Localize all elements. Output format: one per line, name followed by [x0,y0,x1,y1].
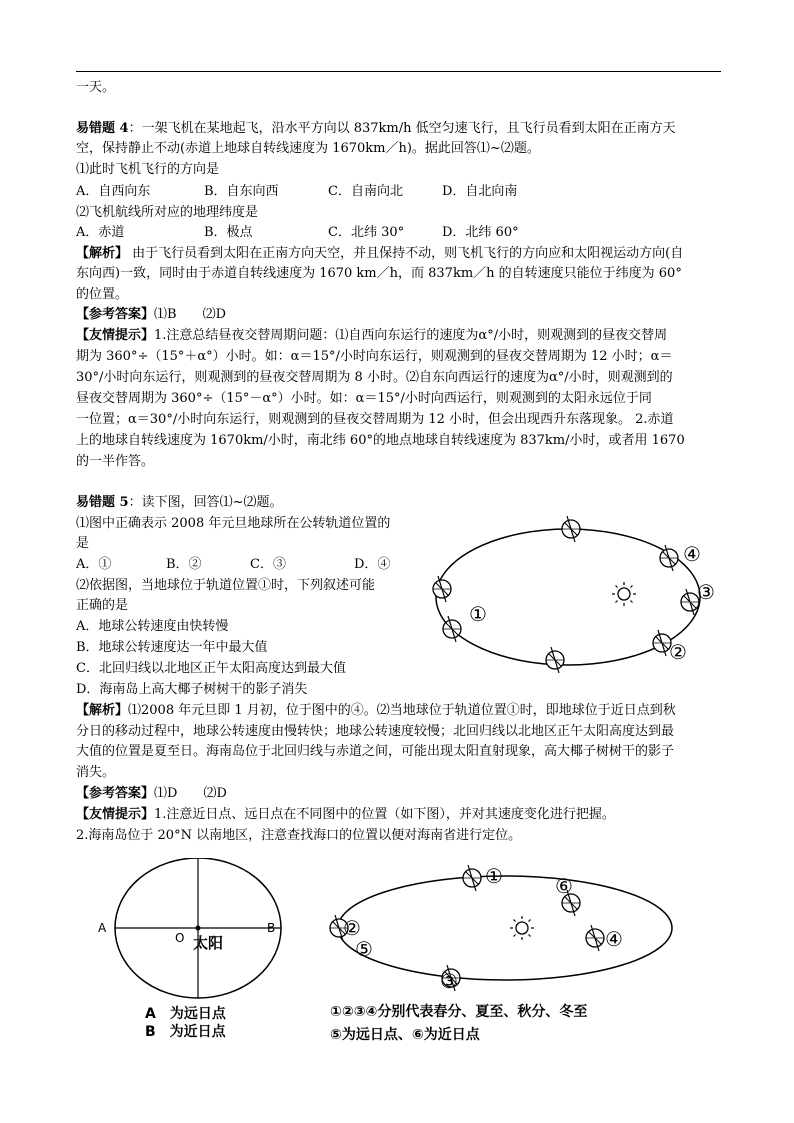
q4-tip-4: 昼夜交替周期为 360°÷（15°－α°）小时。如：α＝15°/小时向西运行，则观测到的太阳永远位于同 [76,391,652,406]
q5-sub1-b: 是 [76,536,90,551]
earth-icon [546,647,564,673]
q5-analysis-4: 消失。 [76,765,116,780]
earth-icon [443,616,461,642]
aphelion-perihelion-diagram [95,858,285,1058]
orbit-diagram-six-positions [325,858,675,1048]
q5-answer: 【参考答案】⑴D ⑵D [76,786,227,801]
q5-sub2-a: ⑵依据图，当地球位于轨道位置①时，下列叙述可能 [76,578,376,593]
q5-stem: 易错题 5：读下图，回答⑴~⑵题。 [76,495,283,510]
q4-sub1: ⑴此时飞机飞行的方向是 [76,162,220,177]
legend-b: B 为近日点 [145,1024,226,1040]
option: C．③ [250,557,286,572]
q4-tip-6: 上的地球自转线速度为 1670km/小时，南北纬 60°的地点地球自转线速度为 837km/小时，或者用 1670 [76,433,685,448]
earth-icon [586,925,604,951]
q4-tip-1: 【友情提示】1.注意总结昼夜交替周期问题：⑴自西向东运行的速度为α°/小时，则观测到的昼夜交替周 [76,328,668,343]
q5-option-c: C．北回归线以北地区正午太阳高度达到最大值 [76,661,346,676]
position-label-6: ⑥ [555,874,573,898]
option: D．北纬 60° [442,225,519,240]
q5-title: 易错题 5 [76,495,129,510]
position-label-1: ① [469,602,487,626]
label-sun: 太阳 [193,934,224,952]
label-o: O [175,931,185,945]
q4-analysis-1: 【解析】 由于飞行员看到太阳在正南方向天空，并且保持不动，则飞机飞行的方向应和太阳视运动方向(自 [76,246,684,261]
q5-sub1-options [76,555,390,575]
q4-tip-5: 一位置；α＝30°/小时向东运行，则观测到的昼夜交替周期为 12 小时，但会出现西升东落现象。 2.赤道 [76,412,674,427]
q5-option-a: A．地球公转速度由快转慢 [76,619,229,634]
q4-tip-7: 的一半作答。 [76,454,155,469]
option: B．极点 [204,225,253,240]
option: C．自南向北 [328,184,403,199]
option: A．赤道 [76,225,125,240]
q5-tip-1: 【友情提示】1.注意近日点、远日点在不同图中的位置（如下图），并对其速度变化进行把握。 [76,807,615,822]
label-b: B [267,921,276,935]
option: B．② [166,557,202,572]
position-label-4: ④ [605,927,623,951]
legend-line-1: ①②③④分别代表春分、夏至、秋分、冬至 [330,1004,588,1020]
q4-analysis-3: 的位置。 [76,287,129,302]
header-rule [76,71,721,72]
q4-answer: 【参考答案】⑴B ⑵D [76,307,226,322]
q4-analysis-2: 东向西)一致，同时由于赤道自转线速度为 1670 km／h，而 837km／h 的自转速度只能位于纬度为 60° [76,266,682,281]
q5-analysis-2: 分日的移动过程中，地球公转速度由慢转快；地球公转速度较慢；北回归线以北地区正午太阳高度达到最 [76,724,675,739]
center-point [196,926,201,931]
option: B．自东向西 [204,184,279,199]
orbit-diagram-q5 [425,505,725,685]
earth-icon [463,865,481,891]
position-label-2: ② [343,916,361,940]
q4-sub1-options [76,182,517,202]
q5-sub1-a: ⑴图中正确表示 2008 年元旦地球所在公转轨道位置的 [76,516,391,531]
q5-sub2-b: 正确的是 [76,598,129,613]
sun-icon [510,916,534,940]
option: C．北纬 30° [328,225,405,240]
position-label-3: ③ [440,969,458,993]
legend-a: A 为远日点 [145,1006,226,1022]
q5-tip-2: 2.海南岛位于 20°N 以南地区，注意查找海口的位置以便对海南省进行定位。 [76,828,522,843]
position-label-1: ① [485,864,503,888]
position-label-3: ③ [697,580,715,604]
position-label-4: ④ [683,542,701,566]
option: D．④ [354,557,391,572]
earth-icon [562,516,580,542]
q4-tip-2: 期为 360°÷（15°＋α°）小时。如：α＝15°/小时向东运行，则观测到的昼夜交替周期为 12 小时；α＝ [76,349,673,364]
q4-tip-3: 30°/小时向东运行，则观测到的昼夜交替周期为 8 小时。⑵自东向西运行的速度为α°/小时，则观测到的 [76,370,673,385]
q4-sub2-options [76,223,519,243]
q5-option-b: B．地球公转速度达一年中最大值 [76,640,268,655]
q5-option-d: D．海南岛上高大椰子树树干的影子消失 [76,682,308,697]
label-a: A [98,921,107,935]
continuation-text: 一天。 [76,80,116,95]
position-label-2: ② [669,640,687,664]
option: A．① [76,557,112,572]
q4-stem-line-1: 易错题 4：一架飞机在某地起飞，沿水平方向以 837km/h 低空匀速飞行，且飞行员看到太阳在正南方天 [76,121,676,136]
q4-stem-line-2: 空，保持静止不动(赤道上地球自转线速度为 1670km／h)。据此回答⑴~⑵题。 [76,141,540,156]
sun-icon [612,582,636,606]
option: D．自北向南 [442,184,518,199]
legend-line-2: ⑤为远日点、⑥为近日点 [330,1027,480,1043]
position-label-5: ⑤ [355,937,373,961]
q4-title: 易错题 4 [76,121,129,136]
option: A．自西向东 [76,184,151,199]
q5-analysis-3: 大值的位置是夏至日。海南岛位于北回归线与赤道之间，可能出现太阳直射现象，高大椰子树树干的影子 [76,744,675,759]
q4-sub2: ⑵飞机航线所对应的地理纬度是 [76,205,259,220]
q5-analysis-1: 【解析】⑴2008 年元旦即 1 月初，位于图中的④。⑵当地球位于轨道位置①时，即地球位于近日点到秋 [76,703,676,718]
